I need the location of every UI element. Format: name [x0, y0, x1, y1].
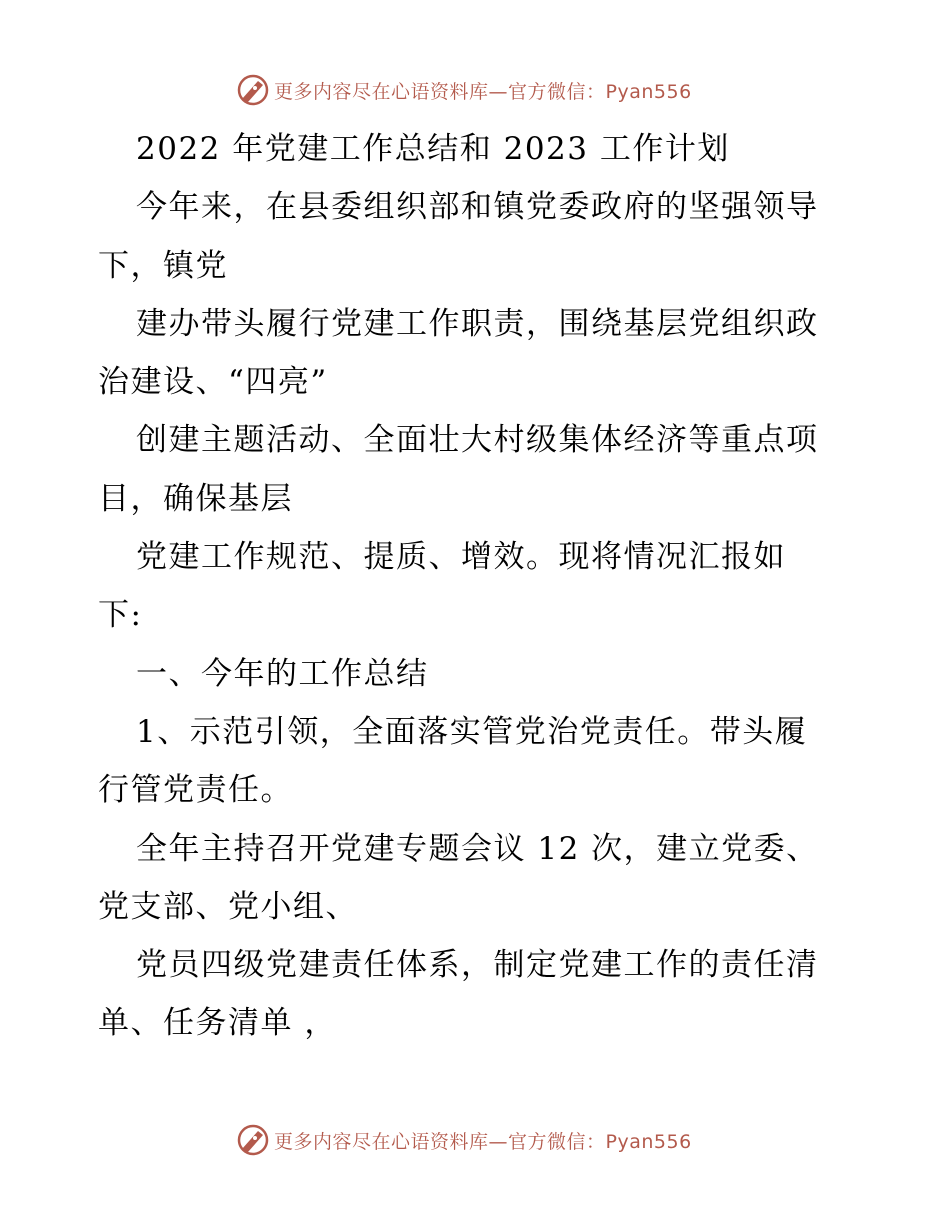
paragraph-line: 下:: [98, 597, 143, 634]
paragraph-line: 创建主题活动、全面壮大村级集体经济等重点项: [136, 422, 819, 459]
footer-watermark-text: 更多内容尽在心语资料库—官方微信：Pyan556: [274, 1130, 692, 1153]
header-watermark-banner: [236, 72, 692, 108]
paragraph-line: 全年主持召开党建专题会议 12 次，建立党委、: [136, 830, 819, 867]
paragraph-line: 一、今年的工作总结: [136, 655, 429, 692]
footer-watermark-banner: [236, 1122, 692, 1158]
paragraph-line: 行管党责任。: [98, 772, 293, 809]
paragraph-line: 建办带头履行党建工作职责，围绕基层党组织政: [136, 305, 819, 342]
paragraph-line: 党支部、党小组、: [98, 888, 358, 925]
paragraph-line: 党建工作规范、提质、增效。现将情况汇报如: [136, 539, 786, 576]
paragraph-line: 今年来，在县委组织部和镇党委政府的坚强领导: [136, 189, 819, 226]
paragraph-line: 单、任务清单 ，: [98, 1005, 337, 1042]
header-watermark-text: 更多内容尽在心语资料库—官方微信：Pyan556: [274, 80, 692, 103]
document-body: [98, 120, 868, 1053]
pen-nib-logo-icon: [236, 73, 270, 107]
paragraph-line: 党员四级党建责任体系，制定党建工作的责任清: [136, 947, 819, 984]
pen-nib-logo-icon: [236, 1123, 270, 1157]
paragraph-line: 下，镇党: [98, 247, 228, 284]
paragraph-line: 治建设、“四亮”: [98, 364, 328, 401]
paragraph-line: 目，确保基层: [98, 480, 293, 517]
paragraph-line: 1、示范引领，全面落实管党治党责任。带头履: [136, 713, 808, 750]
paragraph-line: 2022 年党建工作总结和 2023 工作计划: [136, 131, 730, 167]
